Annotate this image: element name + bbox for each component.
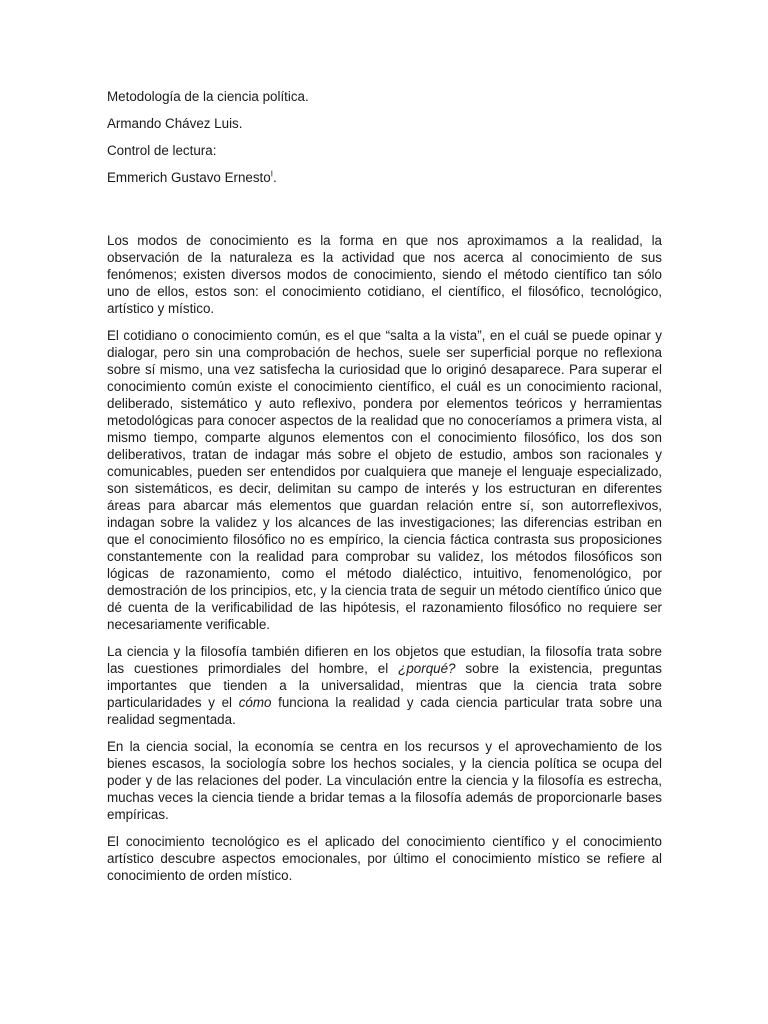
paragraph-5: El conocimiento tecnológico es el aplicado del conocimiento científico y el conocimiento artístico descubre aspectos emocionales, por último el conocimiento místico se refiere al conocimiento de orden místico. (107, 834, 662, 883)
paragraph-3-emphasis-porque: ¿porqué? (398, 661, 456, 676)
paragraph-1: Los modos de conocimiento es la forma en que nos aproximamos a la realidad, la observación de la naturaleza es la actividad que nos acerca al conocimiento de sus fenómenos; existen diversos modos de conocimiento, siendo el método científico tan sólo uno de ellos, estos son: el conocimiento cotidiano, el científico, el filosófico, tecnológico, artístico y místico. (107, 233, 662, 316)
student-name-end: . (272, 170, 277, 185)
paragraph-3-part-2: sobre la existencia, preguntas importantes que tienden a la universalidad, mientras que la ciencia trata sobre particularidades y el (107, 661, 663, 710)
paragraph-3-part-3: funciona la realidad y cada ciencia particular trata sobre una realidad segmentada. (107, 695, 662, 727)
student-name-line (107, 169, 662, 186)
teacher-name: Armando Chávez Luis. (107, 116, 243, 131)
student-name: Emmerich Gustavo Ernesto (107, 170, 271, 185)
footnote-marker: I (270, 169, 273, 179)
course-title: Metodología de la ciencia política. (107, 89, 309, 104)
paragraph-3 (107, 643, 662, 728)
paragraph-3-emphasis-como: cómo (238, 695, 272, 710)
paragraph-4: En la ciencia social, la economía se centra en los recursos y el aprovechamiento de los bienes escasos, la sociología sobre los hechos sociales, y la ciencia política se ocupa del poder y de las relaciones del poder. La vinculación entre la ciencia y la filosofía es estrecha, muchas veces la ciencia tiende a bridar temas a la filosofía además de proporcionarle bases empíricas. (107, 739, 662, 822)
header-spacer (107, 196, 662, 232)
paragraph-3-part-1: La ciencia y la filosofía también difieren en los objetos que estudian, la filosofía trata sobre las cuestiones primordiales del hombre, el (107, 644, 662, 676)
assignment-label: Control de lectura: (107, 143, 217, 158)
paragraph-2: El cotidiano o conocimiento común, es el que “salta a la vista”, en el cuál se puede opinar y dialogar, pero sin una comprobación de hechos, suele ser superficial porque no reflexiona sobre sí mismo, una vez satisfecha la curiosidad que lo originó desaparece. Para superar el conocimiento común existe el conocimiento científico, el cuál es un conocimiento racional, deliberado, sistemático y auto reflexivo, pondera por elementos teóricos y herramientas metodológicas para conocer aspectos de la realidad que no conoceríamos a primera vista, al mismo tiempo, comparte algunos elementos con el conocimiento filosófico, los dos son deliberativos, tratan de indagar más sobre el objeto de estudio, ambos son racionales y comunicables, pueden ser entendidos por cualquiera que maneje el lenguaje especializado, son sistemáticos, es decir, delimitan su campo de interés y los estructuran en diferentes áreas para abarcar más elementos que guardan relación entre sí, son autorreflexivos, indagan sobre la validez y los alcances de las investigaciones; las diferencias estriban en que el conocimiento filosófico no es empírico, la ciencia fáctica contrasta sus proposiciones constantemente con la realidad para comprobar su validez, los métodos filosóficos son lógicas de razonamiento, como el método dialéctico, intuitivo, fenomenológico, por demostración de los principios, etc, y la ciencia trata de seguir un método científico único que dé cuenta de la verificabilidad de las hipótesis, el razonamiento filosófico no requiere ser necesariamente verificable. (107, 328, 662, 632)
document-page (107, 88, 662, 894)
